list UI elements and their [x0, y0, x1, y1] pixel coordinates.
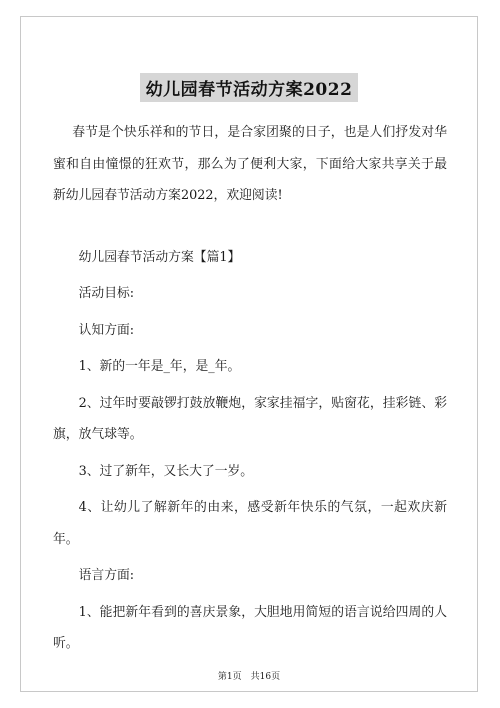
- section-heading: 幼儿园春节活动方案【篇1】: [78, 249, 241, 265]
- document-page: [20, 16, 478, 692]
- document-title: 幼儿园春节活动方案2022: [140, 73, 359, 102]
- paragraph-item-1: 1、新的一年是_年，是_年。: [78, 359, 241, 374]
- paragraph-language: 语言方面:: [78, 568, 135, 583]
- paragraph-item-3: 3、过了新年，又长大了一岁。: [78, 463, 254, 479]
- intro-paragraph: 春节是个快乐祥和的节日，是合家团聚的日子，也是人们抒发对华蜜和自由憧憬的狂欢节，那么为了便利大家，下面给大家共享关于最新幼儿园春节活动方案2022，欢迎阅读!: [53, 125, 447, 203]
- document-body: [53, 117, 447, 660]
- title-wrapper: [21, 73, 477, 102]
- paragraph-cognition: 认知方面:: [78, 322, 135, 338]
- paragraph-language-item-1: 1、能把新年看到的喜庆景象，大胆地用简短的语言说给四周的人听。: [53, 604, 447, 651]
- page-footer: [21, 669, 477, 682]
- paragraph-item-4: 4、让幼儿了解新年的由来，感受新年快乐的气氛，一起欢庆新年。: [53, 500, 447, 547]
- page-number: 第1页 共16页: [217, 672, 281, 682]
- paragraph-activity-goals: 活动目标:: [78, 286, 135, 301]
- paragraph-item-2: 2、过年时要敲锣打鼓放鞭炮，家家挂福字，贴窗花，挂彩链、彩旗，放气球等。: [53, 395, 447, 442]
